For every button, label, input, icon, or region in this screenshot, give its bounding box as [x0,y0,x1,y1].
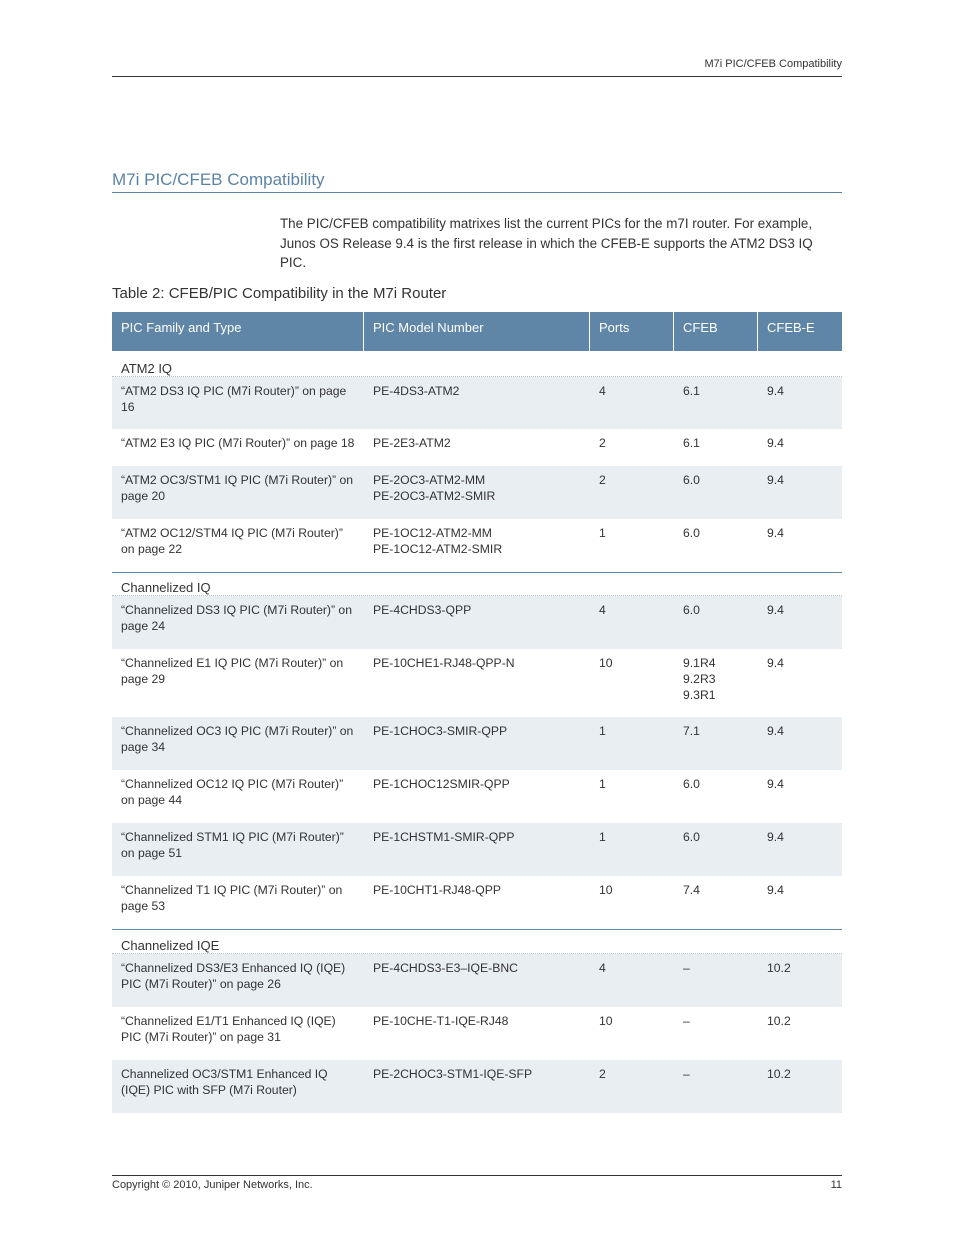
table-cell: 6.1 [683,436,700,450]
table-cell: 9.4 [767,436,784,450]
table-cell: 1 [599,724,606,738]
table-cell: “Channelized E1/T1 Enhanced IQ (IQE) PIC (M7i Router)” on page 31 [121,1014,336,1044]
table-cell: PE-1CHOC3-SMIR-QPP [373,724,508,738]
table-cell: PE-1CHSTM1-SMIR-QPP [373,830,515,844]
table-row [112,429,842,466]
table-cell: 9.4 [767,656,784,670]
table-cell: PE-10CHE1-RJ48-QPP-N [373,656,515,670]
table-row [112,954,842,1007]
group-label: Channelized IQ [112,573,842,596]
table-cell: PE-1OC12-ATM2-MM PE-1OC12-ATM2-SMIR [373,526,503,556]
section-title: M7i PIC/CFEB Compatibility [112,170,842,193]
table-cell: PE-4CHDS3-QPP [373,603,472,617]
table-cell: 9.4 [767,724,784,738]
table-cell: – [683,1067,690,1081]
copyright-notice: Copyright © 2010, Juniper Networks, Inc. [112,1179,313,1191]
table-cell: 1 [599,526,606,540]
table-cell: 4 [599,603,606,617]
column-header: CFEB [674,312,758,351]
table-cell: “Channelized STM1 IQ PIC (M7i Router)” on page 51 [121,830,344,860]
table-header-row [112,312,842,351]
running-header: M7i PIC/CFEB Compatibility [704,58,842,70]
table-cell: 9.4 [767,473,784,487]
table-cell: “Channelized DS3 IQ PIC (M7i Router)” on page 24 [121,603,352,633]
table-cell: – [683,961,690,975]
table-cell: 10 [599,1014,613,1028]
table-cell: PE-4CHDS3-E3–IQE-BNC [373,961,518,975]
table-cell: PE-10CHE-T1-IQE-RJ48 [373,1014,509,1028]
intro-paragraph: The PIC/CFEB compatibility matrixes list the current PICs for the m7I router. For example, Junos OS Release 9.4 is the first release in which the CFEB-E supports the ATM2 DS3 IQ PIC. [280,216,813,270]
table-row [112,823,842,876]
table-cell: 9.4 [767,384,784,398]
table-cell: PE-2CHOC3-STM1-IQE-SFP [373,1067,533,1081]
table-cell: – [683,1014,690,1028]
table-cell: 2 [599,473,606,487]
table-cell: 6.1 [683,384,700,398]
table-cell: “Channelized T1 IQ PIC (M7i Router)” on page 53 [121,883,343,913]
table-cell: 7.4 [683,883,700,897]
table-row [112,466,842,519]
table-cell: PE-2OC3-ATM2-MM PE-2OC3-ATM2-SMIR [373,473,496,503]
table-cell: 9.4 [767,777,784,791]
table-body [112,351,842,1113]
table-cell: 9.4 [767,603,784,617]
table-cell: “ATM2 OC3/STM1 IQ PIC (M7i Router)” on page 20 [121,473,354,503]
table-cell: PE-4DS3-ATM2 [373,384,460,398]
column-header: Ports [590,312,674,351]
group-label: ATM2 IQ [112,351,842,377]
table-cell: 9.4 [767,883,784,897]
table-row [112,876,842,929]
table-row [112,1060,842,1113]
group-label: Channelized IQE [112,930,842,954]
table-cell: “Channelized E1 IQ PIC (M7i Router)” on page 29 [121,656,344,686]
table-cell: 2 [599,1067,606,1081]
table-cell: “Channelized DS3/E3 Enhanced IQ (IQE) PIC (M7i Router)” on page 26 [121,961,346,991]
table-cell: 7.1 [683,724,700,738]
table-cell: 10 [599,656,613,670]
table-cell: 10 [599,883,613,897]
column-header: PIC Family and Type [112,312,364,351]
table-cell: 1 [599,777,606,791]
table-cell: 9.4 [767,830,784,844]
table-cell: “Channelized OC12 IQ PIC (M7i Router)” on page 44 [121,777,344,807]
page-number: 11 [830,1179,842,1191]
table-row [112,596,842,649]
table-cell: 4 [599,961,606,975]
table-cell: 4 [599,384,606,398]
table-cell: 6.0 [683,473,700,487]
table-cell: 1 [599,830,606,844]
table-cell: PE-2E3-ATM2 [373,436,451,450]
table-cell: 6.0 [683,830,700,844]
table-cell: “ATM2 E3 IQ PIC (M7i Router)” on page 18 [121,436,355,450]
table-cell: 2 [599,436,606,450]
table-cell: 6.0 [683,777,700,791]
table-row [112,377,842,429]
table-cell: 10.2 [767,1067,791,1081]
column-header: CFEB-E [767,320,815,335]
table-cell: “ATM2 DS3 IQ PIC (M7i Router)” on page 16 [121,384,347,414]
header-rule [112,76,842,77]
table-caption: Table 2: CFEB/PIC Compatibility in the M7i Router [112,285,447,302]
table-row [112,1007,842,1060]
compatibility-table [112,312,842,1113]
table-cell: 6.0 [683,603,700,617]
table-row [112,649,842,717]
table-cell: 9.4 [767,526,784,540]
table-cell: “Channelized OC3 IQ PIC (M7i Router)” on page 34 [121,724,354,754]
table-row [112,770,842,823]
footer-rule [112,1175,842,1176]
table-cell: 10.2 [767,1014,791,1028]
table-cell: 9.1R4 9.2R3 9.3R1 [683,656,716,702]
table-cell: 6.0 [683,526,700,540]
table-cell: PE-10CHT1-RJ48-QPP [373,883,502,897]
column-header: PIC Model Number [364,312,590,351]
table-row [112,717,842,770]
table-cell: “ATM2 OC12/STM4 IQ PIC (M7i Router)” on page 22 [121,526,343,556]
table-cell: 10.2 [767,961,791,975]
table-cell: Channelized OC3/STM1 Enhanced IQ (IQE) PIC with SFP (M7i Router) [121,1067,328,1097]
table-cell: PE-1CHOC12SMIR-QPP [373,777,510,791]
table-row [112,519,842,572]
